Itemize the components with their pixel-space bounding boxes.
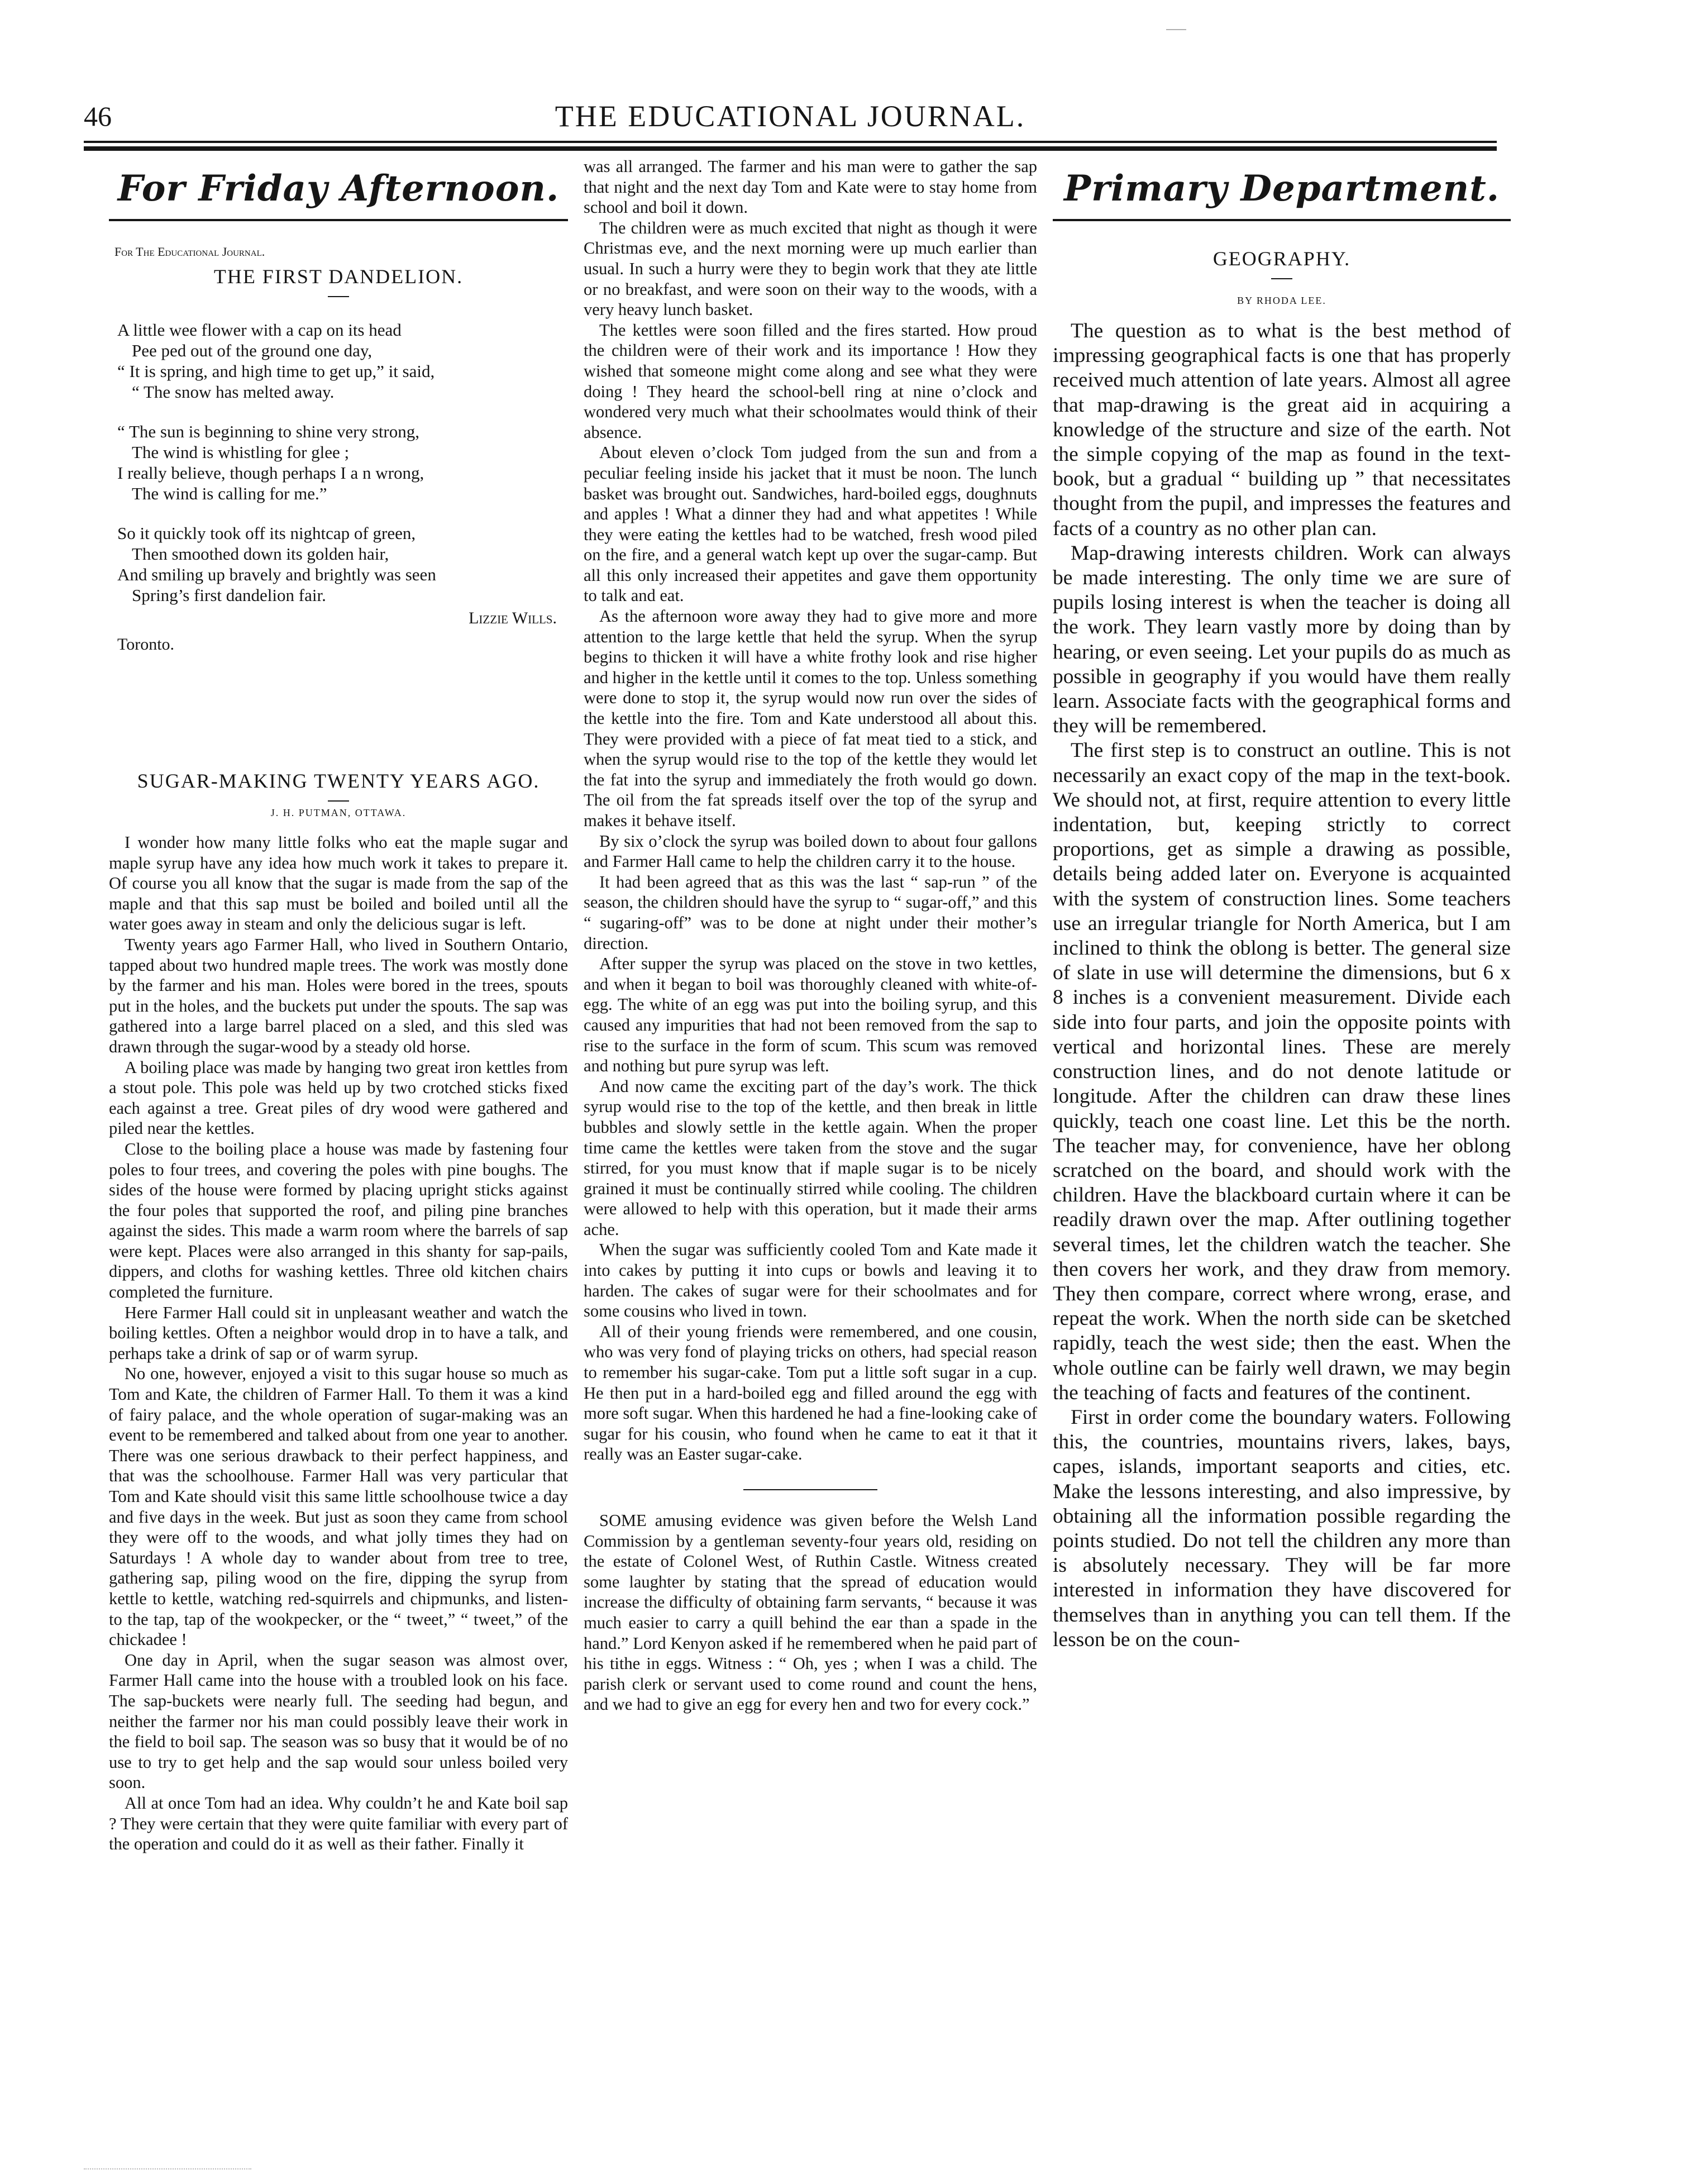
poem-line: “ The sun is beginning to shine very strong, — [117, 422, 420, 441]
left-column — [109, 156, 568, 1854]
paragraph: By six o’clock the syrup was boiled down to about four gallons and Farmer Hall came to help the children carry it to the house. — [584, 831, 1037, 871]
article-byline: J. H. PUTMAN, OTTAWA. — [270, 807, 407, 818]
article-body — [109, 832, 568, 1854]
footer-mark — [84, 2168, 251, 2171]
friday-afternoon-heading: For Friday Afternoon. — [117, 168, 560, 209]
paragraph: And now came the exciting part of the day’s work. The thick syrup would rise to the top of the kettle, and then break in little bubbles and slowly settle in the kettle again. When the proper time came the kettles were taken from the stove and the sugar stirred, for you must know that if maple sugar is to be nicely grained it must be continually stirred while cooling. The children were allowed to help with this operation, but it made their arms ache. — [584, 1076, 1037, 1239]
welsh-commission-note — [584, 1510, 1037, 1715]
paragraph: About eleven o’clock Tom judged from the sun and from a peculiar feeling inside his jacket that it must be noon. The lunch basket was brought out. Sandwiches, hard-boiled eggs, doughnuts and apples ! What a dinner they had and what appetites ! While they were eating the kettles had to be watched, fresh wood piled on the fire, and a general watch kept up over the sugar-camp. But all this only increased their appetites and gave them opportunity to talk and eat. — [584, 443, 1037, 605]
geography-title: GEOGRAPHY. — [1212, 247, 1351, 270]
paragraph: The kettles were soon filled and the fires started. How proud the children were of their work and its importance ! How they wished that someone might come along and see what they were doing ! They heard the school-bell ring at nine o’clock and wondered very much what their schoolmates would think of their absence. — [584, 320, 1037, 442]
article-title: SUGAR-MAKING TWENTY YEARS AGO. — [137, 770, 540, 792]
title-dash — [1271, 278, 1292, 279]
source-note: For The Educational Journal. — [114, 245, 265, 259]
geography-byline: BY RHODA LEE. — [1237, 295, 1326, 306]
header-rule-thin — [84, 141, 1497, 143]
poem-line: Then smoothed down its golden hair, — [132, 544, 389, 564]
right-column — [1053, 156, 1511, 1652]
journal-title: THE EDUCATIONAL JOURNAL. — [555, 99, 1026, 133]
poem-line: The wind is whistling for glee ; — [132, 442, 350, 462]
page-number: 46 — [84, 101, 112, 132]
title-dash — [328, 296, 349, 297]
paragraph: One day in April, when the sugar season was almost over, Farmer Hall came into the house with a troubled look on his face. The sap-buckets were nearly full. The seeding had begun, and neither the farmer nor his man could possibly leave their work in the field to boil sap. The season was so busy that it would be of no use to try to get help and the sap would sour unless boiled very soon. — [109, 1650, 568, 1792]
paragraph: When the sugar was sufficiently cooled Tom and Kate made it into cakes by putting it into cups or bowls and leaving it to harden. The cakes of sugar were for their schoolmates and for some cousins who lived in town. — [584, 1240, 1037, 1321]
article-continuation — [584, 156, 1037, 1465]
poem-line: A little wee flower with a cap on its head — [117, 320, 402, 340]
paragraph: Here Farmer Hall could sit in unpleasant weather and watch the boiling kettles. Often a neighbor would drop in to have a talk, and perhaps take a drink of sap or of warm syrup. — [109, 1303, 568, 1363]
paragraph: A boiling place was made by hanging two great iron kettles from a stout pole. This pole was held up by two crotched sticks fixed each against a tree. Great piles of dry wood were gathered and piled near the kettles. — [109, 1057, 568, 1138]
poem-stanza — [117, 421, 568, 504]
poem-line: I really believe, though perhaps I a n wrong, — [117, 463, 424, 483]
corner-mark — [1166, 29, 1186, 30]
paragraph: All of their young friends were remembered, and one cousin, who was very fond of playing tricks on others, had special reason to remember his sugar-cake. Tom put a little soft sugar in a cup. He then put in a hard-boiled egg and filled around the egg with more soft sugar. When this hardened he had a fine-looking cake of sugar for his cousin, who found when he came to eat it that it really was an Easter sugar-cake. — [584, 1322, 1037, 1464]
paragraph: I wonder how many little folks who eat the maple sugar and maple syrup have any idea how much work it takes to prepare it. Of course you all know that the sugar is made from the sap of the maple and that this sap must be boiled and boiled until all the water goes away in steam and only the delicious sugar is left. — [109, 833, 568, 934]
primary-department-heading: Primary Department. — [1063, 168, 1500, 209]
paragraph: As the afternoon wore away they had to give more and more attention to the large kettle that held the syrup. When the syrup begins to thicken it will have a white frothy look and rise higher and higher in the kettle until it comes to the top. Unless something were done to stop it, the syrup would now run over the sides of the kettle into the fire. Tom and Kate understood all about this. They were provided with a piece of fat meat tied to a stick, and when the syrup would rise to the top of the kettle they would let the fat into the syrup and immediately the froth would go down. The oil from the fat spreads itself over the top of the syrup and makes it behave itself. — [584, 607, 1037, 830]
paragraph: No one, however, enjoyed a visit to this sugar house so much as Tom and Kate, the children of Farmer Hall. To them it was a kind of fairy palace, and the whole operation of sugar-making was an event to be remembered and talked about from one year to another. There was one serious drawback to their perfect happiness, and that was the schoolhouse. Farmer Hall was very particular that Tom and Kate should visit this same little schoolhouse twice a day and five days in the week. But just as soon they came from school they were off to the woods, and what jolly times they had on Saturdays ! A whole day to wander about from tree to tree, gathering sap, piling wood on the fire, dipping the syrup from kettle to kettle, watching red-squirrels and chipmunks, and listen- to the tap, tap of the wookpecker, or the “ tweet,” “ tweet,” of the chickadee ! — [109, 1364, 568, 1649]
poem — [117, 320, 568, 655]
middle-column — [584, 156, 1037, 1715]
section-separator — [743, 1489, 877, 1490]
poem-line: “ The snow has melted away. — [132, 382, 335, 402]
poem-place: Toronto. — [117, 635, 175, 654]
paragraph: The question as to what is the best method of impressing geographical facts is one that has properly received much attention of late years. Almost all agree that map-drawing is the great aid in acquiring a knowledge of the structure and size of the earth. Not the simple copying of the map as found in the text-book, but a gradual “ building up ” that necessitates thought from the pupil, and impresses the features and facts of a country as no other plan can. — [1053, 320, 1511, 540]
header-rule-thick — [84, 146, 1497, 151]
paragraph: Close to the boiling place a house was made by fastening four poles to four trees, and covering the poles with pine boughs. The sides of the house were formed by placing upright sticks against the four poles that supported the roof, and piling pine branches against the sides. This made a warm room where the barrels of sap were kept. Places were also arranged in this shanty for sap-pails, dippers, and cloths for washing kettles. Three old kitchen chairs completed the furniture. — [109, 1139, 568, 1302]
paragraph: The first step is to construct an outline. This is not necessarily an exact copy of the map in the text-book. We should not, at first, require attention to every little indentation, but, keeping strictly to correct proportions, get as simple a drawing as possible, details being added later on. Everyone is acquainted with the system of construction lines. Some teachers use an irregular triangle for North America, but I am inclined to think the oblong is better. The general size of slate in use will determine the dimensions, but 6 x 8 inches is a convenient measurement. Divide each side into four parts, and join the opposite points with vertical and horizontal lines. These are merely construction lines, and do not denote latitude or longitude. After the children can draw these lines quickly, teach one coast line. Let this be the north. The teacher may, for convenience, have her oblong scratched on the board, and should work with the children. Have the blackboard curtain where it can be readily drawn over the map. After outlining together several times, let the children watch the teacher. She then covers her work, and they draw from memory. They then compare, correct where wrong, erase, and repeat the work. When the north side can be sketched rapidly, teach the west side; then the east. When the whole outline can be fairly well drawn, we may begin the teaching of facts and features of the continent. — [1053, 739, 1511, 1404]
paragraph: First in order come the boundary waters. Following this, the countries, mountains rivers, lakes, bays, capes, islands, important seaports and cities, etc. Make the lessons interesting, and also impressive, by obtaining all the information possible regarding the points studied. Do not tell the children any more than is absolutely necessary. They will be far more interested in information they have discovered for themselves than in anything you can tell them. If the lesson be on the coun- — [1053, 1405, 1511, 1651]
heading-rule — [109, 219, 568, 221]
page-header — [84, 99, 1497, 139]
poem-author: Lizzie Wills. — [469, 609, 557, 627]
paragraph: The children were as much excited that night as though it were Christmas eve, and the next morning were up much earlier than usual. In such a hurry were they to begin work that they ate little or no breakfast, and were soon on their way to the woods, with a very heavy lunch basket. — [584, 218, 1037, 320]
poem-line: The wind is calling for me.” — [132, 484, 327, 503]
poem-title: THE FIRST DANDELION. — [213, 265, 464, 288]
paragraph: Twenty years ago Farmer Hall, who lived in Southern Ontario, tapped about two hundred maple trees. The work was mostly done by the farmer and his man. Holes were bored in the trees, spouts put in the holes, and the buckets put under the spouts. The sap was gathered into a large barrel placed on a sled, and this sled was drawn through the sugar-wood by a steady old horse. — [109, 934, 568, 1056]
paragraph: It had been agreed that as this was the last “ sap-run ” of the season, the children should have the syrup to “ sugar-off,” and this “ sugaring-off” was to be done at night under their mother’s direction. — [584, 872, 1037, 953]
title-dash — [328, 800, 349, 802]
poem-line: So it quickly took off its nightcap of green, — [117, 523, 416, 543]
paragraph: Map-drawing interests children. Work can always be made interesting. The only time we are sure of pupils losing interest is when the teacher is doing all the work. They learn vastly more by doing than by hearing, or even seeing. Let your pupils do as much as possible in geography if you would have them really learn. Associate facts with the geographical forms and they will be remembered. — [1053, 541, 1511, 738]
heading-rule — [1053, 219, 1511, 221]
poem-stanza — [117, 320, 568, 402]
poem-line: Spring’s first dandelion fair. — [132, 585, 326, 605]
poem-line: “ It is spring, and high time to get up,” it said, — [117, 361, 435, 381]
poem-stanza — [117, 523, 568, 605]
poem-line: Pee ped out of the ground one day, — [132, 341, 373, 360]
poem-line: And smiling up bravely and brightly was seen — [117, 565, 436, 584]
paragraph: SOME amusing evidence was given before the Welsh Land Commission by a gentleman seventy-four years old, residing on the estate of Colonel West, of Ruthin Castle. Witness created some laughter by stating that the spread of education would increase the difficulty of obtaining farm servants, “ because it was much easier to carry a quill behind the ear than a spade in the hand.” Lord Kenyon asked if he remembered when he paid part of his tithe in eggs. Witness : “ Oh, yes ; when I was a child. The parish clerk or servant used to come round and count the hens, and we had to give an egg for every hen and two for every cock.” — [584, 1511, 1037, 1714]
paragraph: was all arranged. The farmer and his man were to gather the sap that night and the next day Tom and Kate were to stay home from school and boil it down. — [584, 157, 1037, 217]
paragraph: All at once Tom had an idea. Why couldn’t he and Kate boil sap ? They were certain that they were quite familiar with every part of the operation and could do it as well as their father. Finally it — [109, 1793, 568, 1854]
paragraph: After supper the syrup was placed on the stove in two kettles, and when it began to boil was thoroughly cleaned with white-of-egg. The white of an egg was put into the boiling syrup, and this caused any impurities that had not been removed from the sap to rise to the surface in the form of scum. This scum was removed and nothing but pure syrup was left. — [584, 954, 1037, 1076]
geography-body — [1053, 319, 1511, 1652]
